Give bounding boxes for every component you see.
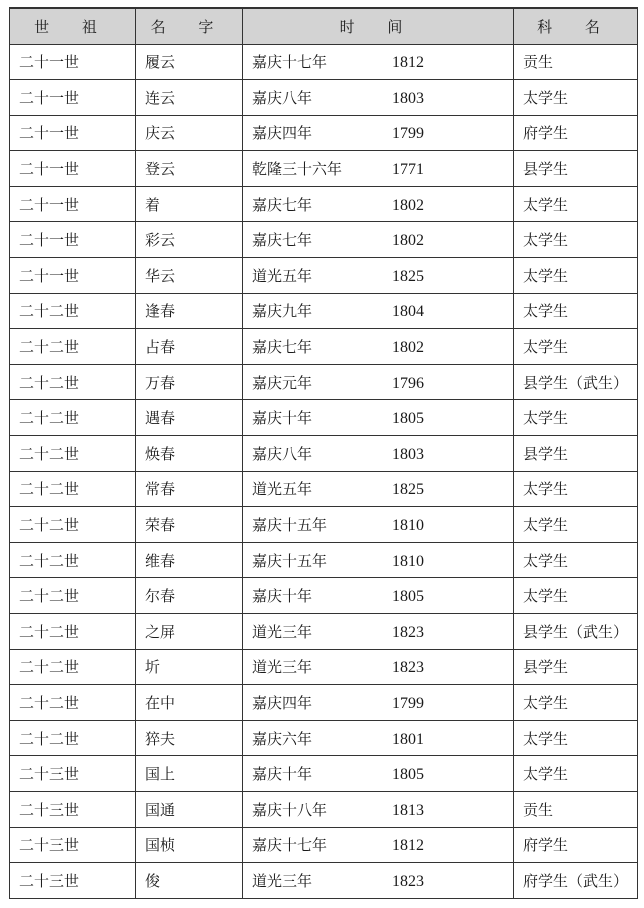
time-cell (243, 80, 514, 116)
gregorian-year: 1802 (392, 232, 424, 250)
table-row (10, 80, 638, 116)
generation-cell: 二十二世 (10, 436, 136, 472)
gregorian-year: 1823 (392, 659, 424, 677)
generation-cell: 二十二世 (10, 685, 136, 721)
table-row (10, 756, 638, 792)
rank-cell: 太学生 (514, 471, 638, 507)
name-cell: 维春 (136, 542, 243, 578)
gregorian-year: 1825 (392, 481, 424, 499)
table-row (10, 44, 638, 80)
rank-cell: 太学生 (514, 400, 638, 436)
name-cell: 俊 (136, 863, 243, 899)
rank-cell: 太学生 (514, 293, 638, 329)
name-cell: 圻 (136, 649, 243, 685)
generation-cell: 二十一世 (10, 186, 136, 222)
table-row (10, 222, 638, 258)
name-cell: 庆云 (136, 115, 243, 151)
gregorian-year: 1799 (392, 125, 424, 143)
table-row (10, 542, 638, 578)
name-cell: 逢春 (136, 293, 243, 329)
gregorian-year: 1825 (392, 267, 424, 285)
rank-cell: 太学生 (514, 507, 638, 543)
era-year: 嘉庆八年 (252, 88, 313, 107)
table-row (10, 578, 638, 614)
rank-cell: 贡生 (514, 791, 638, 827)
table-row (10, 863, 638, 899)
generation-cell: 二十二世 (10, 364, 136, 400)
era-year: 道光三年 (252, 622, 313, 641)
time-cell (243, 293, 514, 329)
table-row (10, 436, 638, 472)
table-row (10, 720, 638, 756)
table-row (10, 685, 638, 721)
time-cell (243, 756, 514, 792)
rank-cell: 太学生 (514, 578, 638, 614)
generation-cell: 二十一世 (10, 115, 136, 151)
table-row (10, 258, 638, 294)
gregorian-year: 1812 (392, 837, 424, 855)
time-cell (243, 258, 514, 294)
era-year: 嘉庆四年 (252, 693, 313, 712)
table-row (10, 293, 638, 329)
gregorian-year: 1803 (392, 445, 424, 463)
name-cell: 华云 (136, 258, 243, 294)
gregorian-year: 1823 (392, 623, 424, 641)
name-cell: 荣春 (136, 507, 243, 543)
rank-cell: 太学生 (514, 80, 638, 116)
gregorian-year: 1823 (392, 872, 424, 890)
time-cell (243, 649, 514, 685)
generation-cell: 二十二世 (10, 507, 136, 543)
time-cell (243, 542, 514, 578)
generation-cell: 二十一世 (10, 222, 136, 258)
time-cell (243, 222, 514, 258)
era-year: 嘉庆元年 (252, 373, 313, 392)
generation-cell: 二十二世 (10, 329, 136, 365)
generation-cell: 二十三世 (10, 827, 136, 863)
generation-cell: 二十二世 (10, 578, 136, 614)
name-cell: 国桢 (136, 827, 243, 863)
time-cell (243, 791, 514, 827)
time-cell (243, 614, 514, 650)
generation-cell: 二十二世 (10, 400, 136, 436)
table-body (10, 44, 638, 898)
generation-cell: 二十二世 (10, 720, 136, 756)
era-year: 道光五年 (252, 480, 313, 499)
generation-cell: 二十二世 (10, 542, 136, 578)
generation-cell: 二十一世 (10, 80, 136, 116)
gregorian-year: 1771 (392, 161, 424, 179)
table-row (10, 186, 638, 222)
header-generation: 世 祖 (10, 8, 136, 44)
time-cell (243, 186, 514, 222)
generation-cell: 二十三世 (10, 863, 136, 899)
rank-cell: 太学生 (514, 542, 638, 578)
header-name: 名 字 (136, 8, 243, 44)
time-cell (243, 400, 514, 436)
gregorian-year: 1804 (392, 303, 424, 321)
generation-cell: 二十二世 (10, 614, 136, 650)
gregorian-year: 1801 (392, 730, 424, 748)
era-year: 嘉庆九年 (252, 302, 313, 321)
gregorian-year: 1802 (392, 339, 424, 357)
era-year: 嘉庆十年 (252, 409, 313, 428)
rank-cell: 贡生 (514, 44, 638, 80)
table-row (10, 329, 638, 365)
table-row (10, 649, 638, 685)
rank-cell: 县学生（武生） (514, 364, 638, 400)
era-year: 道光三年 (252, 658, 313, 677)
era-year: 嘉庆十八年 (252, 800, 328, 819)
gregorian-year: 1805 (392, 588, 424, 606)
rank-cell: 太学生 (514, 329, 638, 365)
era-year: 嘉庆十年 (252, 765, 313, 784)
table-row (10, 827, 638, 863)
gregorian-year: 1805 (392, 766, 424, 784)
era-year: 嘉庆六年 (252, 729, 313, 748)
name-cell: 连云 (136, 80, 243, 116)
rank-cell: 太学生 (514, 258, 638, 294)
time-cell (243, 364, 514, 400)
table-row (10, 791, 638, 827)
gregorian-year: 1805 (392, 410, 424, 428)
header-row (10, 8, 638, 44)
era-year: 嘉庆七年 (252, 195, 313, 214)
name-cell: 国通 (136, 791, 243, 827)
era-year: 嘉庆七年 (252, 231, 313, 250)
gregorian-year: 1810 (392, 552, 424, 570)
gregorian-year: 1799 (392, 694, 424, 712)
era-year: 嘉庆十五年 (252, 551, 328, 570)
rank-cell: 县学生 (514, 649, 638, 685)
rank-cell: 太学生 (514, 222, 638, 258)
rank-cell: 太学生 (514, 186, 638, 222)
table-row (10, 364, 638, 400)
gregorian-year: 1796 (392, 374, 424, 392)
time-cell (243, 436, 514, 472)
generation-cell: 二十三世 (10, 756, 136, 792)
name-cell: 遇春 (136, 400, 243, 436)
time-cell (243, 685, 514, 721)
name-cell: 猝夫 (136, 720, 243, 756)
time-cell (243, 151, 514, 187)
header-rank: 科 名 (514, 8, 638, 44)
name-cell: 彩云 (136, 222, 243, 258)
table-row (10, 507, 638, 543)
time-cell (243, 863, 514, 899)
header-time: 时 间 (243, 8, 514, 44)
generation-cell: 二十二世 (10, 293, 136, 329)
name-cell: 在中 (136, 685, 243, 721)
table-row (10, 151, 638, 187)
name-cell: 焕春 (136, 436, 243, 472)
rank-cell: 太学生 (514, 756, 638, 792)
name-cell: 万春 (136, 364, 243, 400)
era-year: 乾隆三十六年 (252, 160, 343, 179)
era-year: 嘉庆十七年 (252, 836, 328, 855)
rank-cell: 县学生 (514, 151, 638, 187)
time-cell (243, 578, 514, 614)
generation-cell: 二十二世 (10, 649, 136, 685)
table-row (10, 471, 638, 507)
generation-cell: 二十三世 (10, 791, 136, 827)
rank-cell: 县学生（武生） (514, 614, 638, 650)
time-cell (243, 720, 514, 756)
gregorian-year: 1810 (392, 517, 424, 535)
name-cell: 常春 (136, 471, 243, 507)
rank-cell: 太学生 (514, 720, 638, 756)
rank-cell: 府学生 (514, 827, 638, 863)
table-row (10, 614, 638, 650)
name-cell: 着 (136, 186, 243, 222)
name-cell: 履云 (136, 44, 243, 80)
gregorian-year: 1812 (392, 54, 424, 72)
gregorian-year: 1813 (392, 801, 424, 819)
rank-cell: 太学生 (514, 685, 638, 721)
time-cell (243, 471, 514, 507)
era-year: 嘉庆十年 (252, 587, 313, 606)
rank-cell: 县学生 (514, 436, 638, 472)
name-cell: 之屏 (136, 614, 243, 650)
time-cell (243, 44, 514, 80)
time-cell (243, 115, 514, 151)
rank-cell: 府学生（武生） (514, 863, 638, 899)
time-cell (243, 827, 514, 863)
era-year: 嘉庆十七年 (252, 53, 328, 72)
era-year: 嘉庆四年 (252, 124, 313, 143)
generation-cell: 二十一世 (10, 44, 136, 80)
era-year: 道光三年 (252, 871, 313, 890)
genealogy-table (9, 7, 638, 899)
name-cell: 占春 (136, 329, 243, 365)
table-row (10, 115, 638, 151)
era-year: 嘉庆十五年 (252, 516, 328, 535)
name-cell: 国上 (136, 756, 243, 792)
gregorian-year: 1803 (392, 89, 424, 107)
name-cell: 尔春 (136, 578, 243, 614)
era-year: 道光五年 (252, 266, 313, 285)
generation-cell: 二十二世 (10, 471, 136, 507)
era-year: 嘉庆七年 (252, 338, 313, 357)
time-cell (243, 507, 514, 543)
name-cell: 登云 (136, 151, 243, 187)
time-cell (243, 329, 514, 365)
generation-cell: 二十一世 (10, 258, 136, 294)
rank-cell: 府学生 (514, 115, 638, 151)
era-year: 嘉庆八年 (252, 444, 313, 463)
generation-cell: 二十一世 (10, 151, 136, 187)
table-row (10, 400, 638, 436)
gregorian-year: 1802 (392, 196, 424, 214)
